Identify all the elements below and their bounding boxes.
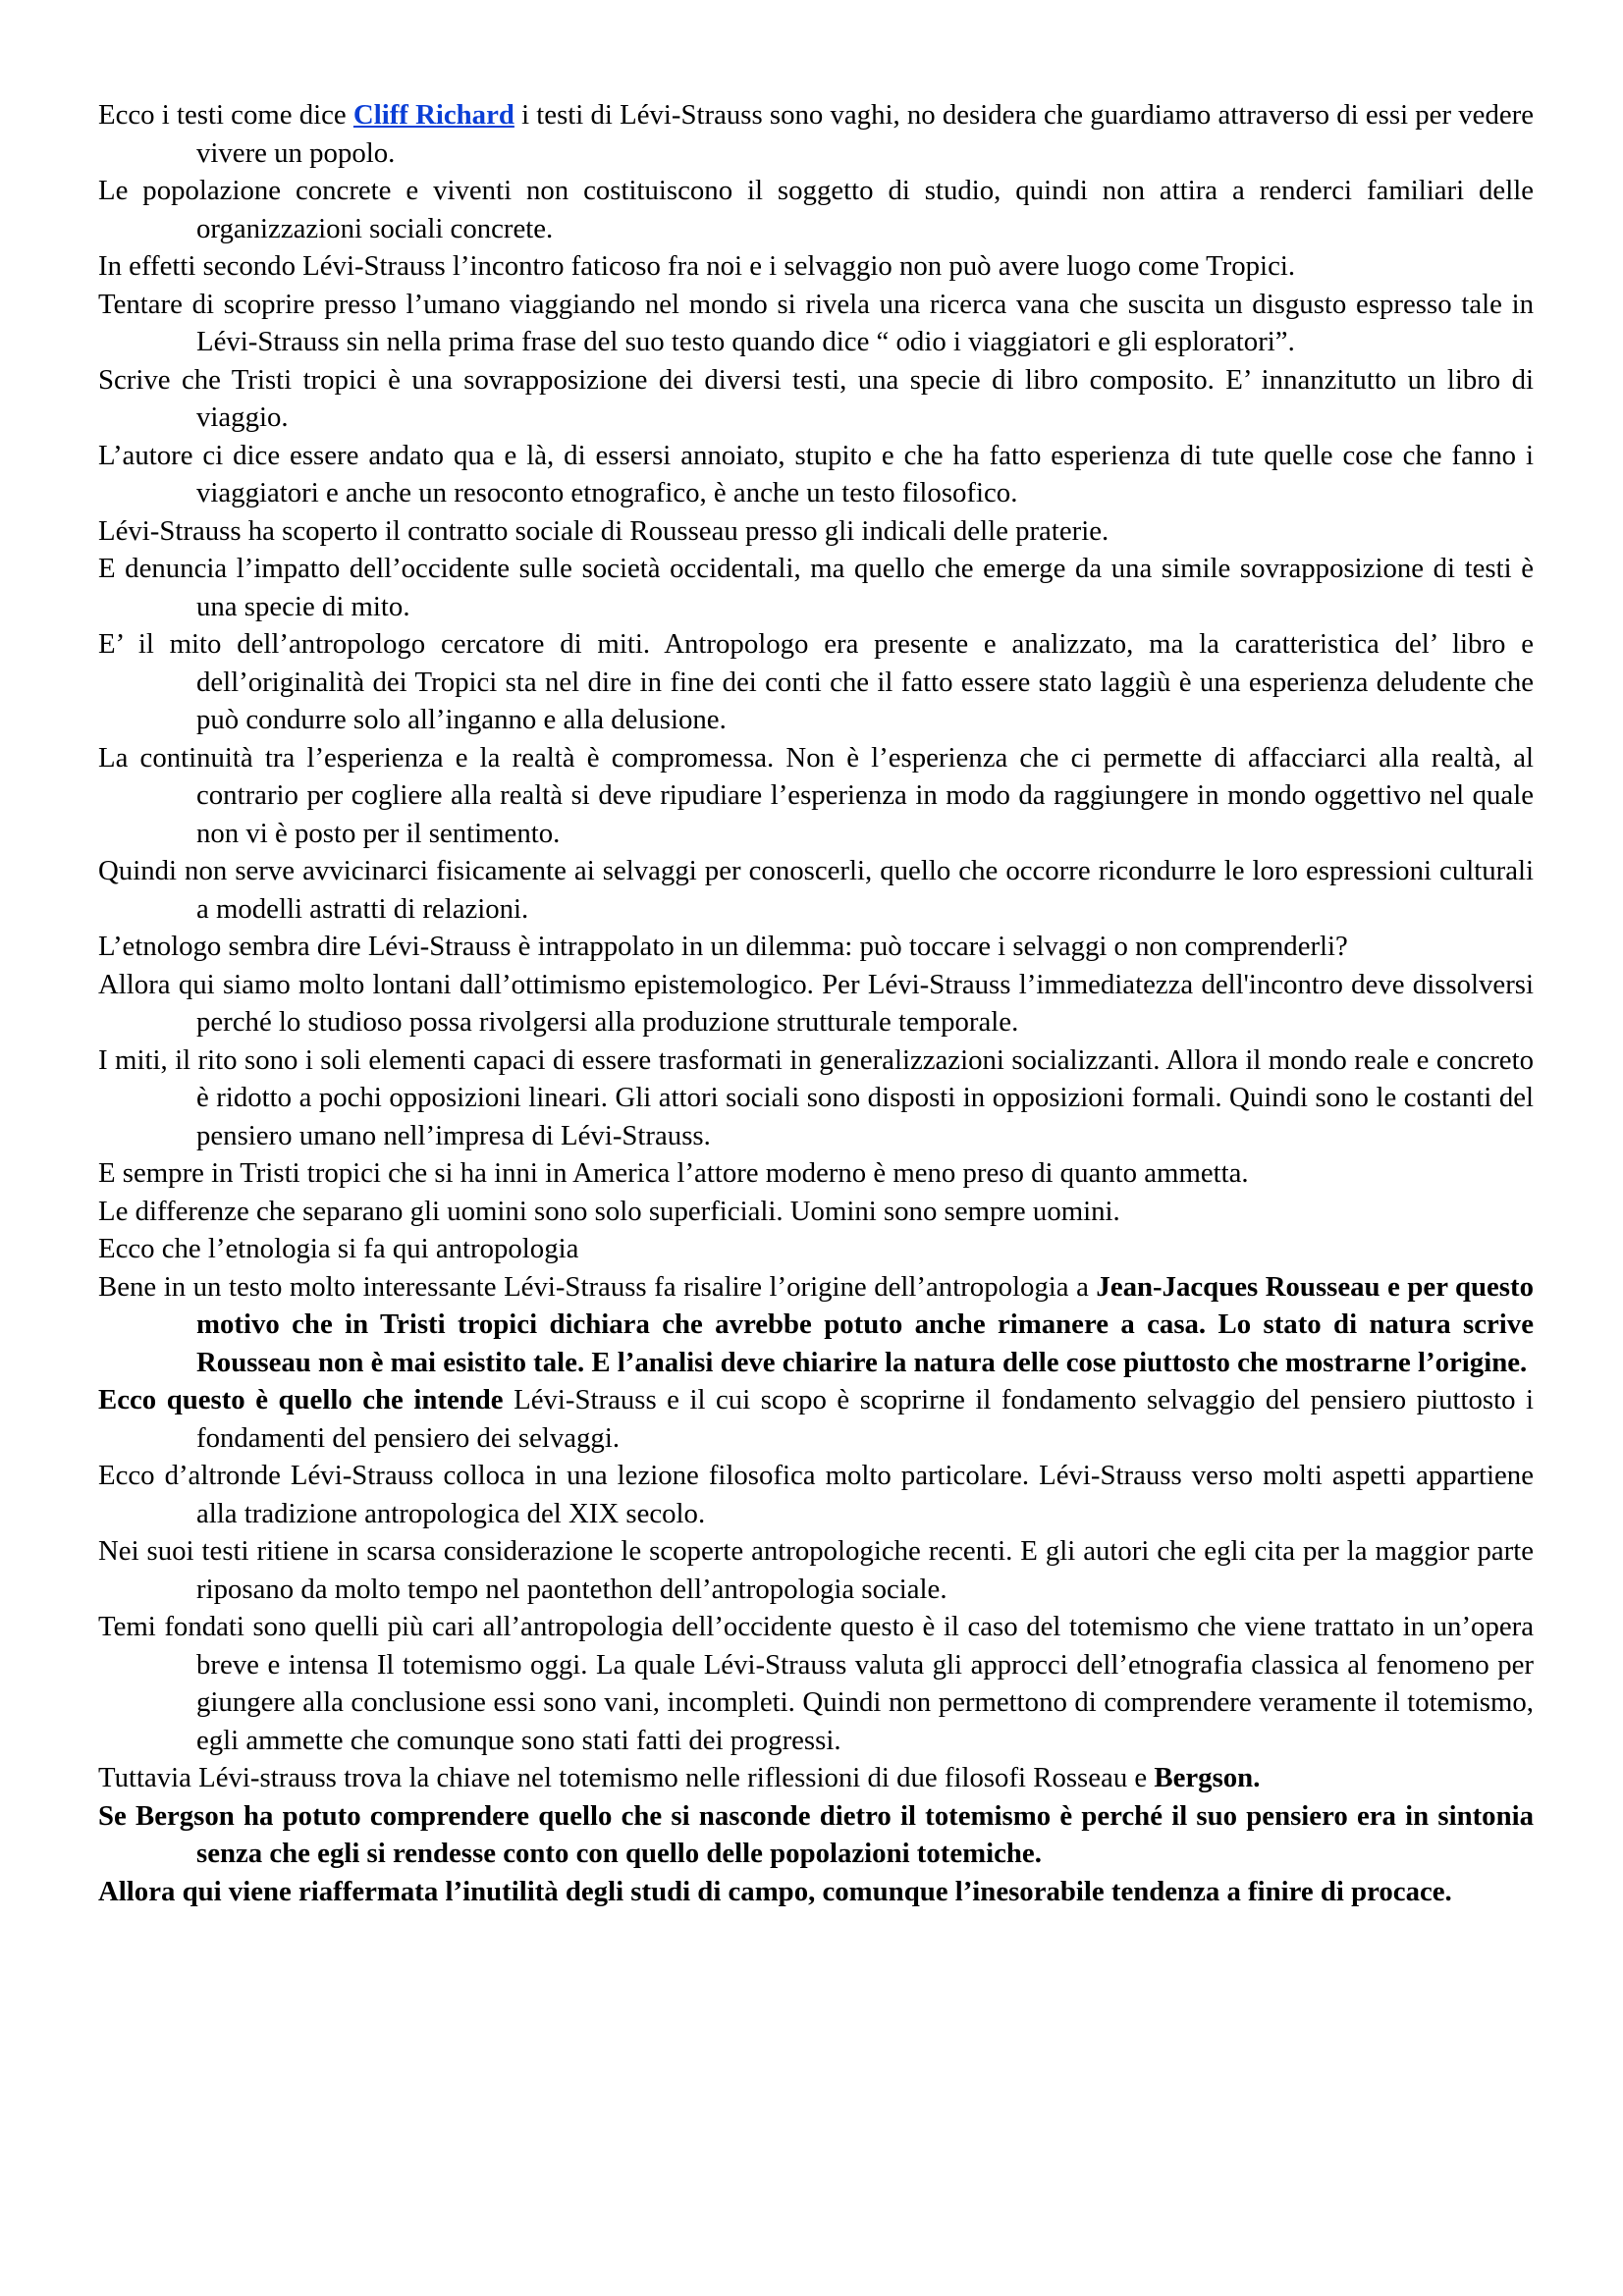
paragraph-10 bbox=[98, 739, 1534, 853]
paragraph-text: i testi di Lévi-Strauss sono vaghi, no desidera che guardiamo attraverso di essi per vedere vivere un popolo. bbox=[196, 99, 1534, 169]
paragraph-bold-text: Bergson. bbox=[1154, 1762, 1261, 1793]
paragraph-text: L’autore ci dice essere andato qua e là, di essersi annoiato, stupito e che ha fatto esperienza di tute quelle cose che fanno i viaggiatori e anche un resoconto etnografico, è anche un testo filosofico. bbox=[98, 439, 1534, 508]
paragraph-text: I miti, il rito sono i soli elementi capaci di essere trasformati in generalizzazioni socializzanti. Allora il mondo reale e concreto è ridotto a pochi opposizioni lineari. Gli attori sociali sono disposti in opposizioni formali. Quindi sono le costanti del pensiero umano nell’impresa di Lévi-Strauss. bbox=[98, 1043, 1534, 1151]
paragraph-bold-text: Ecco questo è quello che intende bbox=[98, 1384, 504, 1415]
paragraph-9 bbox=[98, 625, 1534, 739]
paragraph-7 bbox=[98, 512, 1534, 551]
paragraph-11 bbox=[98, 852, 1534, 928]
paragraph-12 bbox=[98, 928, 1534, 966]
paragraph-text: Ecco i testi come dice bbox=[98, 99, 353, 131]
paragraph-text: L’etnologo sembra dire Lévi-Strauss è intrappolato in un dilemma: può toccare i selvaggi o non comprenderli? bbox=[98, 931, 1348, 962]
paragraph-bold-text: Se Bergson ha potuto comprendere quello che si nasconde dietro il totemismo è perché il suo pensiero era in sintonia senza che egli si rendesse conto con quello delle popolazioni totemiche. bbox=[98, 1799, 1534, 1869]
paragraph-13 bbox=[98, 966, 1534, 1041]
paragraph-5 bbox=[98, 361, 1534, 437]
paragraph-19 bbox=[98, 1381, 1534, 1457]
paragraph-text: E’ il mito dell’antropologo cercatore di miti. Antropologo era presente e analizzato, ma la caratteristica del’ libro e dell’originalità dei Tropici sta nel dire in fine dei conti che il fatto essere stato laggiù è una esperienza deludente che può condurre solo all’inganno e alla delusione. bbox=[98, 628, 1534, 735]
paragraph-15 bbox=[98, 1154, 1534, 1193]
paragraph-text: Le differenze che separano gli uomini sono solo superficiali. Uomini sono sempre uomini. bbox=[98, 1195, 1120, 1227]
paragraph-8 bbox=[98, 550, 1534, 625]
paragraph-bold-text: Allora qui viene riaffermata l’inutilità degli studi di campo, comunque l’inesorabile tendenza a finire di procace. bbox=[98, 1875, 1452, 1907]
paragraph-text: Ecco d’altronde Lévi-Strauss colloca in una lezione filosofica molto particolare. Lévi-Strauss verso molti aspetti appartiene alla tradizione antropologica del XIX secolo. bbox=[98, 1460, 1534, 1529]
paragraph-text: Scrive che Tristi tropici è una sovrapposizione dei diversi testi, una specie di libro composito. E’ innanzitutto un libro di viaggio. bbox=[98, 363, 1534, 433]
paragraph-text: E sempre in Tristi tropici che si ha inni in America l’attore moderno è meno preso di quanto ammetta. bbox=[98, 1157, 1249, 1189]
paragraph-text: Tuttavia Lévi-strauss trova la chiave nel totemismo nelle riflessioni di due filosofi Rosseau e bbox=[98, 1762, 1155, 1793]
paragraph-text: Tentare di scoprire presso l’umano viaggiando nel mondo si rivela una ricerca vana che suscita un disgusto espresso tale in Lévi-Strauss sin nella prima frase del suo testo quando dice “ odio i viaggiatori e gli esploratori”. bbox=[98, 288, 1534, 357]
paragraph-3 bbox=[98, 247, 1534, 286]
paragraph-bold-text: Jean-Jacques Rousseau e per questo motivo che in Tristi tropici dichiara che avrebbe potuto anche rimanere a casa. Lo stato di natura scrive Rousseau non è mai esistito tale. E l’analisi deve chiarire la natura delle cose piuttosto che mostrarne l’origine. bbox=[196, 1270, 1535, 1378]
paragraph-text: Le popolazione concrete e viventi non costituiscono il soggetto di studio, quindi non attira a renderci familiari delle organizzazioni sociali concrete. bbox=[98, 175, 1534, 244]
paragraph-text: Lévi-Strauss e il cui scopo è scoprirne il fondamento selvaggio del pensiero piuttosto i fondamenti del pensiero dei selvaggi. bbox=[196, 1384, 1534, 1454]
paragraph-text: Temi fondati sono quelli più cari all’antropologia dell’occidente questo è il caso del totemismo che viene trattato in un’opera breve e intensa Il totemismo oggi. La quale Lévi-Strauss valuta gli approcci dell’etnografia classica al fenomeno per giungere alla conclusione essi sono vani, incompleti. Quindi non permettono di comprendere veramente il totemismo, egli ammette che comunque sono stati fatti dei progressi. bbox=[98, 1611, 1534, 1756]
paragraph-24 bbox=[98, 1797, 1534, 1873]
paragraph-25 bbox=[98, 1873, 1534, 1911]
paragraph-text: Ecco che l’etnologia si fa qui antropologia bbox=[98, 1233, 579, 1264]
paragraph-text: Bene in un testo molto interessante Lévi-Strauss fa risalire l’origine dell’antropologia a bbox=[98, 1270, 1097, 1303]
paragraph-14 bbox=[98, 1041, 1534, 1155]
paragraph-16 bbox=[98, 1193, 1534, 1231]
paragraph-text: In effetti secondo Lévi-Strauss l’incontro faticoso fra noi e i selvaggio non può avere luogo come Tropici. bbox=[98, 250, 1296, 282]
paragraph-18 bbox=[98, 1268, 1534, 1382]
paragraph-21 bbox=[98, 1532, 1534, 1608]
paragraph-text: Allora qui siamo molto lontani dall’ottimismo epistemologico. Per Lévi-Strauss l’immediatezza dell'incontro deve dissolversi perché lo studioso possa rivolgersi alla produzione strutturale temporale. bbox=[98, 968, 1534, 1038]
paragraph-22 bbox=[98, 1608, 1534, 1759]
paragraph-text: E denuncia l’impatto dell’occidente sulle società occidentali, ma quello che emerge da una simile sovrapposizione di testi è una specie di mito. bbox=[98, 553, 1534, 622]
paragraph-20 bbox=[98, 1457, 1534, 1532]
paragraph-17 bbox=[98, 1230, 1534, 1268]
document-page bbox=[98, 96, 1534, 1910]
paragraph-4 bbox=[98, 286, 1534, 361]
paragraph-text: La continuità tra l’esperienza e la realtà è compromessa. Non è l’esperienza che ci permette di affacciarci alla realtà, al contrario per cogliere alla realtà si deve ripudiare l’esperienza in modo da raggiungere in mondo oggettivo nel quale non vi è posto per il sentimento. bbox=[98, 741, 1534, 849]
paragraph-text: Lévi-Strauss ha scoperto il contratto sociale di Rousseau presso gli indicali delle praterie. bbox=[98, 514, 1109, 547]
paragraph-text: Nei suoi testi ritiene in scarsa considerazione le scoperte antropologiche recenti. E gli autori che egli cita per la maggior parte riposano da molto tempo nel paontethon dell’antropologia sociale. bbox=[98, 1535, 1534, 1605]
paragraph-text: Quindi non serve avvicinarci fisicamente ai selvaggi per conoscerli, quello che occorre ricondurre le loro espressioni culturali a modelli astratti di relazioni. bbox=[98, 855, 1534, 925]
paragraph-6 bbox=[98, 437, 1534, 512]
paragraph-2 bbox=[98, 172, 1534, 247]
paragraph-1 bbox=[98, 96, 1534, 172]
cliff-richard-link[interactable]: Cliff Richard bbox=[352, 99, 514, 131]
paragraph-23 bbox=[98, 1759, 1534, 1797]
